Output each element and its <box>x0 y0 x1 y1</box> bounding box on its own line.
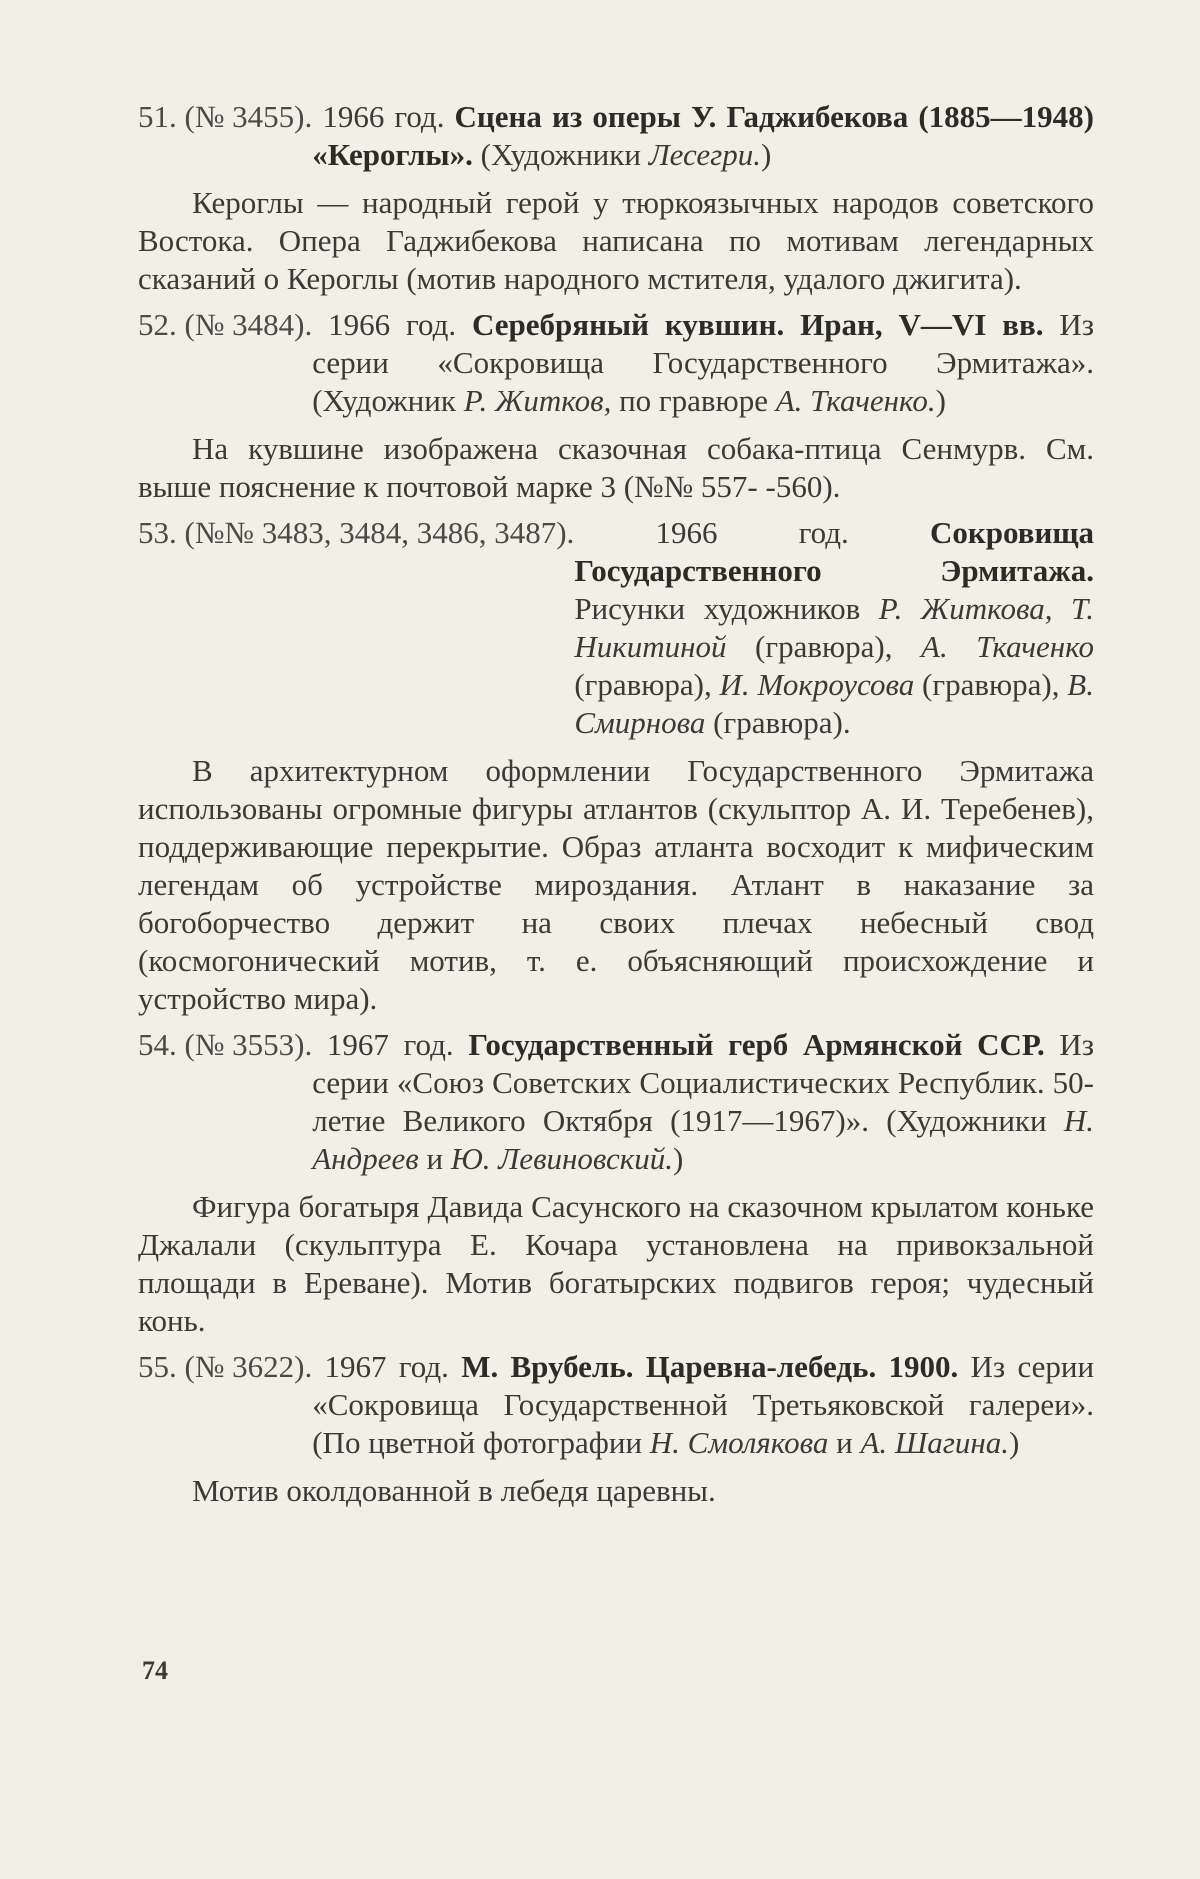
entry-body <box>312 1348 1094 1462</box>
stamp-entry-54 <box>138 1026 1094 1178</box>
entry-year: 1966 год. <box>322 99 445 134</box>
entry-year: 1967 год. <box>326 1027 454 1062</box>
entry-number: 51. (№ 3455). <box>138 99 313 134</box>
entry-credit: Из серии «Союз Советских Социалистических Республик. 50-летие Великого Октября (1917—1967)». (Художники <box>312 1027 1095 1138</box>
entry-engraving: (гравюра), <box>914 667 1068 702</box>
entry-note: Мотив околдованной в лебедя царевны. <box>192 1473 716 1508</box>
entry-credit-close: ) <box>672 1141 684 1176</box>
entry-number: 54. (№ 3553). <box>138 1027 313 1062</box>
entry-credit-close: ) <box>761 137 772 172</box>
entry-artist: Р. Житков, <box>463 383 612 418</box>
page-text <box>138 98 1094 1518</box>
entry-engraving: (гравюра), <box>574 667 720 702</box>
entry-body <box>312 98 1094 174</box>
entry-artist: А. Ткаченко <box>921 629 1094 664</box>
entry-title: Сцена из оперы У. Гаджибекова (1885—1948) «Кероглы». <box>312 99 1095 172</box>
entry-engraving: (гравюра), <box>726 629 922 664</box>
entry-credit-mid: и <box>828 1425 861 1460</box>
entry-note: Фигура богатыря Давида Сасунского на сказочном крылатом коньке Джалали (скульптура Е. Кочара установлена на привокзальной площади в Ереване). Мотив богатырских подвигов героя; чудесный конь. <box>138 1189 1094 1338</box>
entry-title: Государственный герб Армянской ССР. <box>468 1027 1045 1062</box>
entry-credit-close: ) <box>935 383 946 418</box>
stamp-entry-55 <box>138 1348 1094 1462</box>
entry-artist: Н. Смолякова <box>649 1425 829 1460</box>
entry-credit-mid: по гравюре <box>611 383 776 418</box>
entry-credit: Из серии «Сокровища Государственного Эрмитажа». (Художник <box>312 307 1095 418</box>
page-number: 74 <box>142 1656 168 1685</box>
stamp-entry-51 <box>138 98 1094 174</box>
entry-artist: Ю. Левиновский. <box>450 1141 673 1176</box>
entry-body <box>312 306 1094 420</box>
entry-body <box>574 514 1094 742</box>
entry-note: Кероглы — народный герой у тюркоязычных народов советского Востока. Опера Гаджибекова написана по мотивам легендарных сказаний о Кероглы (мотив народного мстителя, удалого джигита). <box>138 185 1094 296</box>
entry-artist: Н. Андреев <box>312 1103 1094 1176</box>
entry-title: М. Врубель. Царевна-лебедь. 1900. <box>461 1349 959 1384</box>
entry-year: 1966 год. <box>655 515 849 550</box>
entry-artist: Т. Никитиной <box>574 591 1094 664</box>
stamp-entry-52 <box>138 306 1094 420</box>
entry-artist: В. Смирнова <box>574 667 1094 740</box>
entry-title: Сокровища Государственного Эрмитажа. <box>574 515 1094 588</box>
entry-credit: (Художники <box>480 137 649 172</box>
entry-number: 52. (№ 3484). <box>138 307 313 342</box>
entry-number: 55. (№ 3622). <box>138 1349 313 1384</box>
entry-number: 53. (№№ 3483, 3484, 3486, 3487). <box>138 515 575 550</box>
entry-credit: Рисунки художников <box>574 591 879 626</box>
entry-credit: Из серии «Сокровища Государственной Третьяковской галереи». (По цветной фотографии <box>312 1349 1095 1460</box>
entry-title: Серебряный кувшин. Иран, V—VI вв. <box>472 307 1044 342</box>
stamp-entry-53 <box>138 514 1094 742</box>
entry-credit-close: ) <box>1008 1425 1020 1460</box>
entry-credit-mid: и <box>418 1141 451 1176</box>
entry-artist: А. Шагина. <box>860 1425 1009 1460</box>
entry-artist: Лесегри. <box>648 137 761 172</box>
entry-year: 1966 год. <box>328 307 457 342</box>
entry-note: На кувшине изображена сказочная собака-птица Сенмурв. См. выше пояснение к почтовой марке 3 (№№ 557- -560). <box>138 431 1094 504</box>
entry-engraving: (гравюра). <box>705 705 851 740</box>
entry-artist: А. Ткаченко. <box>775 383 936 418</box>
entry-artist: И. Мокроусова <box>719 667 915 702</box>
entry-artist: Р. Житкова, <box>878 591 1053 626</box>
entry-body <box>312 1026 1094 1178</box>
entry-note: В архитектурном оформлении Государственного Эрмитажа использованы огромные фигуры атлантов (скульптор А. И. Теребенев), поддерживающие перекрытие. Образ атланта восходит к мифическим легендам об устройстве мироздания. Атлант в наказание за богоборчество держит на своих плечах небесный свод (космогонический мотив, т. е. объясняющий происхождение и устройство мира). <box>138 753 1094 1016</box>
entry-year: 1967 год. <box>324 1349 449 1384</box>
